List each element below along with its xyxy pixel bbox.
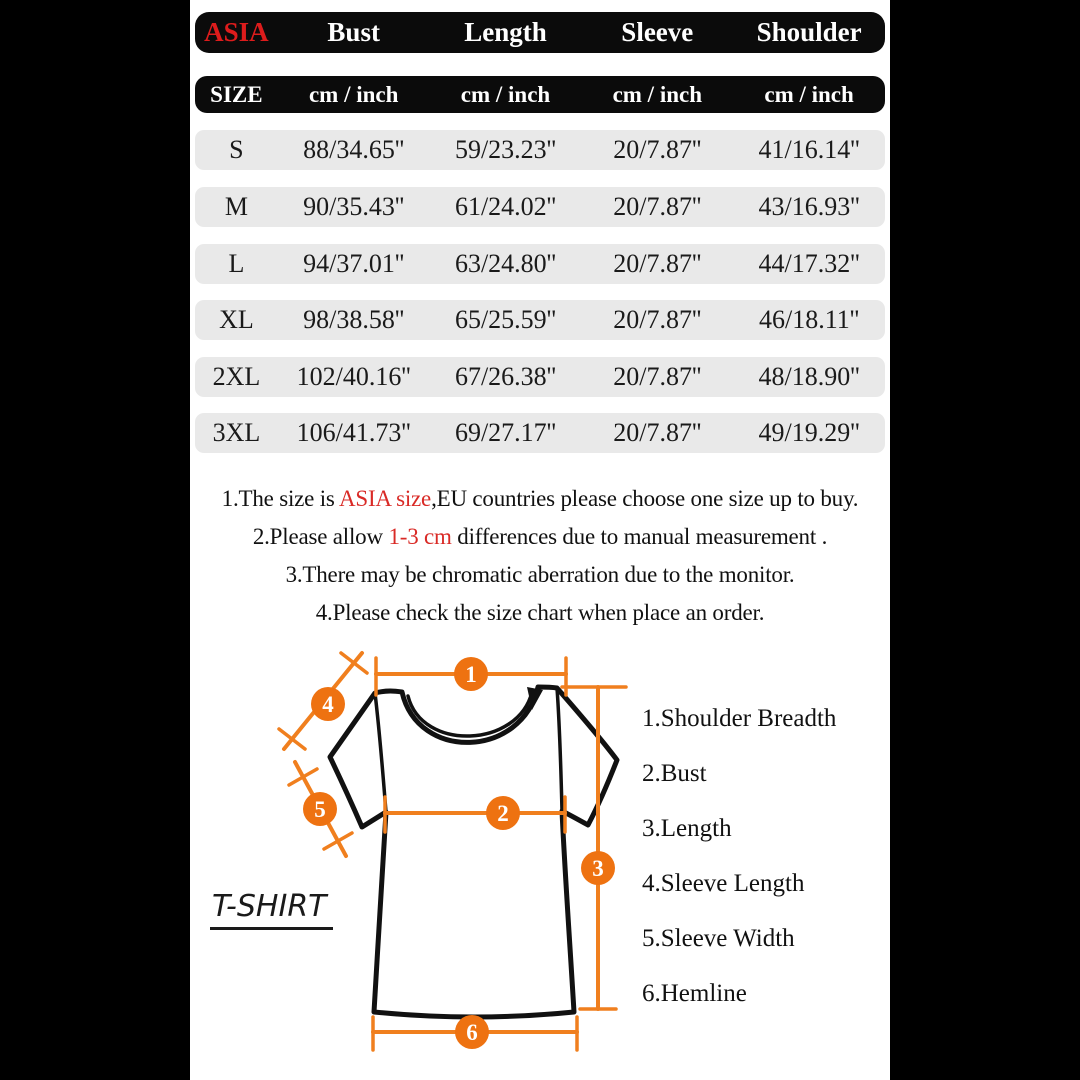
cell-sleeve: 20/7.87''	[613, 249, 702, 278]
header-asia: ASIA	[204, 17, 269, 47]
note-line-2	[190, 518, 890, 556]
header-sleeve: Sleeve	[621, 17, 694, 47]
cell-size: 2XL	[212, 362, 261, 391]
note-text: 3.There may be chromatic aberration due to the monitor.	[285, 562, 795, 587]
header-bust: Bust	[327, 17, 380, 47]
cell-size: S	[229, 135, 244, 164]
cell-shoulder: 49/19.29''	[758, 418, 860, 447]
size-notes	[190, 480, 890, 632]
note-text: 1.The size is	[221, 486, 339, 511]
unit-length: cm / inch	[460, 81, 551, 107]
marker-6: 6	[466, 1020, 478, 1045]
legend-item-length: 3.Length	[642, 815, 732, 842]
table-row-3xl	[195, 413, 885, 453]
header-size-label: SIZE	[210, 81, 263, 107]
right-black-bar	[890, 0, 1080, 1080]
cell-length: 67/26.38''	[454, 362, 557, 391]
cell-sleeve: 20/7.87''	[613, 135, 702, 164]
unit-header-row	[195, 76, 885, 113]
cell-sleeve: 20/7.87''	[613, 418, 702, 447]
left-black-bar	[0, 0, 190, 1080]
marker-1: 1	[465, 662, 477, 687]
cell-length: 69/27.17''	[454, 418, 557, 447]
cell-size: 3XL	[212, 418, 261, 447]
note-highlight: 1-3 cm	[388, 524, 452, 549]
unit-bust: cm / inch	[308, 81, 399, 107]
legend-item-bust: 2.Bust	[642, 760, 707, 787]
cell-length: 61/24.02''	[454, 192, 557, 221]
cell-length: 63/24.80''	[454, 249, 557, 278]
tshirt-label: T-SHIRT	[210, 889, 333, 930]
header-shoulder: Shoulder	[756, 17, 862, 47]
legend-item-shoulder-breadth: 1.Shoulder Breadth	[642, 705, 837, 732]
note-text: 4.Please check the size chart when place an order.	[315, 600, 765, 625]
note-highlight: ASIA size	[338, 486, 432, 511]
note-text: ,EU countries please choose one size up to buy.	[431, 486, 859, 511]
note-line-1	[190, 480, 890, 518]
size-chart-content	[190, 0, 890, 1080]
cell-sleeve: 20/7.87''	[613, 305, 702, 334]
note-line-3	[190, 556, 890, 594]
cell-size: M	[224, 192, 248, 221]
cell-bust: 90/35.43''	[303, 192, 405, 221]
header-length: Length	[464, 17, 547, 47]
cell-shoulder: 46/18.11''	[759, 305, 860, 334]
unit-shoulder: cm / inch	[764, 81, 854, 107]
note-line-4	[190, 594, 890, 632]
cell-shoulder: 43/16.93''	[758, 192, 860, 221]
cell-bust: 98/38.58''	[303, 305, 405, 334]
cell-bust: 102/40.16''	[296, 362, 411, 391]
table-row-xl	[195, 300, 885, 340]
marker-3: 3	[592, 856, 604, 881]
cell-size: XL	[219, 305, 254, 334]
cell-sleeve: 20/7.87''	[613, 362, 702, 391]
table-row-l	[195, 244, 885, 284]
marker-2: 2	[497, 801, 509, 826]
legend-item-sleeve-width: 5.Sleeve Width	[642, 925, 795, 952]
cell-sleeve: 20/7.87''	[613, 192, 702, 221]
note-text: differences due to manual measurement .	[451, 524, 828, 549]
measure-tick	[289, 769, 317, 785]
table-row-s	[195, 130, 885, 170]
legend-item-hemline: 6.Hemline	[642, 980, 747, 1007]
table-row-2xl	[195, 357, 885, 397]
cell-length: 59/23.23''	[454, 135, 557, 164]
measure-tick	[324, 833, 352, 849]
unit-sleeve: cm / inch	[612, 81, 703, 107]
measure-tick	[341, 653, 367, 673]
cell-bust: 106/41.73''	[296, 418, 411, 447]
cell-length: 65/25.59''	[454, 305, 557, 334]
measurement-legend	[642, 706, 836, 1007]
measure-tick	[279, 729, 305, 749]
legend-item-sleeve-length: 4.Sleeve Length	[642, 870, 805, 897]
cell-size: L	[228, 249, 245, 278]
cell-shoulder: 48/18.90''	[758, 362, 860, 391]
cell-bust: 88/34.65''	[303, 135, 405, 164]
cell-bust: 94/37.01''	[303, 249, 405, 278]
cell-shoulder: 41/16.14''	[758, 135, 860, 164]
marker-4: 4	[322, 692, 334, 717]
marker-5: 5	[314, 797, 326, 822]
table-row-m	[195, 187, 885, 227]
table-header-row	[195, 12, 885, 53]
note-text: 2.Please allow	[252, 524, 389, 549]
cell-shoulder: 44/17.32''	[758, 249, 860, 278]
